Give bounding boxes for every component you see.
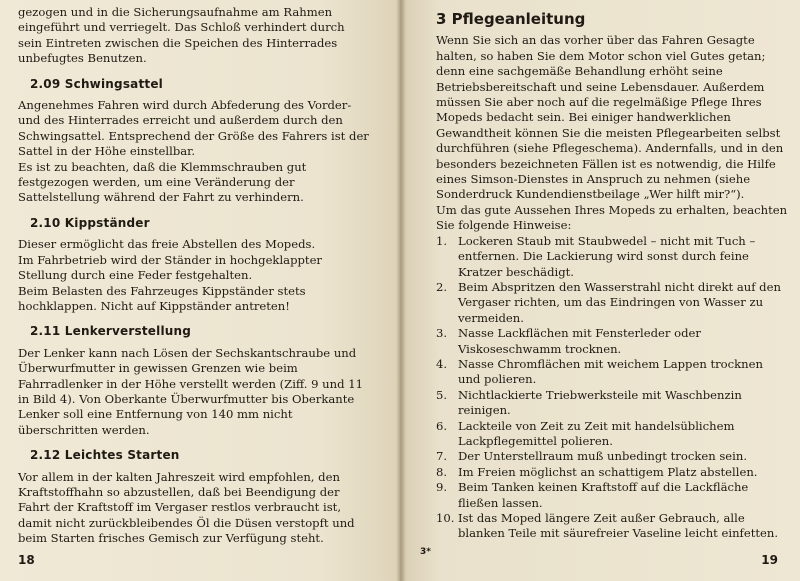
paragraph: Der Lenker kann nach Lösen der Sechskantschraube und Überwurfmutter in gewissen Grenzen wie beim Fahrradlenker in der Höhe verstellt werden (Ziff. 9 und 11 in Bild 4). Von Oberkante Überwurfmutter bis Oberkante Lenker soll eine Entfernung von 140 mm nicht überschritten werden. (18, 345, 363, 437)
paragraph: Angenehmes Fahren wird durch Abfederung des Vorder- und des Hinterrades erreicht und außerdem durch den Schwingsattel. Entsprechend der Größe des Fahrers ist der Sattel in der Höhe einstellbar. (18, 98, 369, 159)
list-item: 9. Beim Tanken keinen Kraftstoff auf die Lackfläche fließen lassen. (436, 480, 749, 510)
right-page (400, 0, 800, 581)
list-item: 5. Nichtlackierte Triebwerksteile mit Waschbenzin reinigen. (436, 387, 742, 418)
list-item: 10. Ist das Moped längere Zeit außer Gebrauch, alle blanken Teile mit säurefreier Vaseline leicht einfetten. (436, 511, 779, 541)
paragraph: Dieser ermöglicht das freie Abstellen des Mopeds. (18, 237, 316, 252)
page-number-right: 19 (761, 553, 778, 567)
section-heading-lenkerverstellung: 2.11 Lenkerverstellung (30, 324, 192, 339)
left-text-column (18, 5, 370, 547)
right-text-column (436, 12, 788, 542)
section-heading-leichtes-starten: 2.12 Leichtes Starten (30, 448, 180, 463)
list-item: 1. Lockeren Staub mit Staubwedel – nicht mit Tuch – entfernen. Die Lackierung wird sonst durch feine Kratzer beschädigt. (436, 233, 756, 279)
list-item: 3. Nasse Lackflächen mit Fensterleder oder Viskoseschwamm trocknen. (436, 326, 701, 356)
list-item: 8. Im Freien möglichst an schattigem Platz abstellen. (436, 464, 758, 479)
book-gutter (396, 0, 406, 581)
care-steps-list (436, 234, 788, 542)
list-item: 7. Der Unterstellraum muß unbedingt trocken sein. (436, 449, 748, 464)
intro-paragraph: gezogen und in die Sicherungsaufnahme am Rahmen eingeführt und verriegelt. Das Schloß verhindert durch sein Eintreten zwischen die Speichen des Hinterrades unbefugtes Benutzen. (18, 5, 345, 66)
paragraph: Beim Belasten des Fahrzeuges Kippständer stets hochklappen. Nicht auf Kippständer antreten! (18, 283, 306, 313)
list-item: 4. Nasse Chromflächen mit weichem Lappen trocknen und polieren. (436, 356, 763, 387)
signature-mark: 3* (420, 547, 431, 557)
paragraph: Im Fahrbetrieb wird der Ständer in hochgeklappter Stellung durch eine Feder festgehalten. (18, 252, 322, 283)
list-item: 2. Beim Abspritzen den Wasserstrahl nicht direkt auf den Vergaser richten, um das Eindringen von Wasser zu vermeiden. (436, 279, 781, 325)
section-heading-kippstaender: 2.10 Kippständer (30, 215, 150, 230)
paragraph: Wenn Sie sich an das vorher über das Fahren Gesagte halten, so haben Sie dem Motor schon viel Gutes getan; denn eine sachgemäße Behandlung erhöht seine Betriebsbereitschaft und seine Lebensdauer. Außerdem müssen Sie aber noch auf die regelmäßige Pflege Ihres Mopeds bedacht sein. Bei einiger handwerklichen Gewandtheit können Sie die meisten Pflegearbeiten selbst durchführen (siehe Pflegeschema). Andernfalls, und in den besonders bezeichneten Fällen ist es notwendig, die Hilfe eines Simson-Dienstes in Anspruch zu nehmen (siehe Sonderdruck Kundendienstbeilage „Wer hilft mir?“). (436, 33, 784, 202)
paragraph: Es ist zu beachten, daß die Klemmschrauben gut festgezogen werden, um eine Veränderung der Sattelstellung während der Fahrt zu verhindern. (18, 159, 307, 205)
chapter-heading: 3 Pflegeanleitung (436, 10, 586, 28)
paragraph: Vor allem in der kalten Jahreszeit wird empfohlen, den Kraftstoffhahn so abzustellen, daß bei Beendigung der Fahrt der Kraftstoff im Vergaser restlos verbraucht ist, damit nicht zurückbleibendes Öl die Düsen verstopft und beim Starten frisches Gemisch zur Verfügung steht. (18, 469, 355, 546)
list-item: 6. Lackteile von Zeit zu Zeit mit handelsüblichem Lackpflegemittel polieren. (436, 418, 735, 448)
paragraph: Um das gute Aussehen Ihres Mopeds zu erhalten, beachten Sie folgende Hinweise: (436, 202, 788, 233)
page-number-left: 18 (18, 553, 35, 567)
section-heading-schwingsattel: 2.09 Schwingsattel (30, 76, 163, 91)
